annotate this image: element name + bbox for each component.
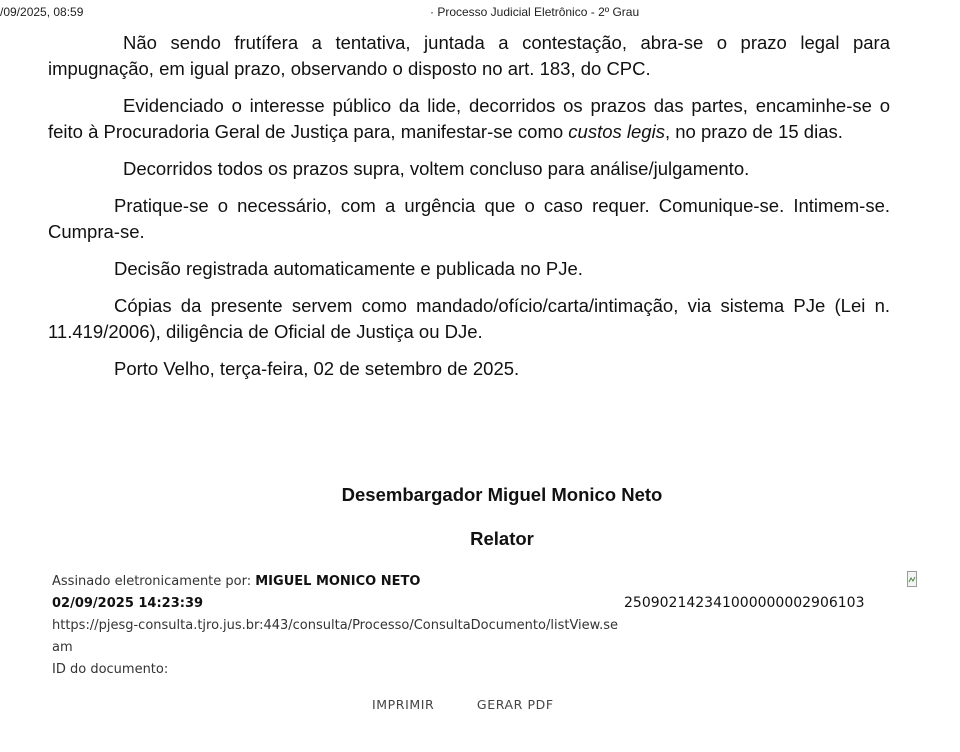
document-url[interactable]: https://pjesg-consulta.tjro.jus.br:443/consulta/Processo/ConsultaDocumento/listView.seam	[52, 618, 619, 655]
signed-name: MIGUEL MONICO NETO	[255, 574, 421, 589]
page-header-title: · Processo Judicial Eletrônico - 2º Grau	[430, 5, 640, 19]
paragraph-procuradoria: Evidenciado o interesse público da lide, decorridos os prazos das partes, encaminhe-se o feito à Procuradoria Geral de Justiça para, manifestar-se como custos legis, no prazo de 15 dias.	[48, 95, 890, 142]
custos-legis-italic: custos legis	[568, 121, 665, 142]
signer-role: Relator	[470, 528, 534, 549]
document-body	[48, 30, 890, 393]
paragraph-prazos: Decorridos todos os prazos supra, voltem concluso para análise/julgamento.	[123, 158, 750, 179]
paragraph-local-data: Porto Velho, terça-feira, 02 de setembro de 2025.	[114, 358, 520, 379]
signer-name: Desembargador Miguel Monico Neto	[341, 484, 663, 505]
document-id-number: 250902142341000000002906103	[624, 595, 865, 611]
print-timestamp: /09/2025, 08:59	[0, 5, 84, 19]
paragraph-decisao: Decisão registrada automaticamente e publicada no PJe.	[114, 258, 583, 279]
broken-image-icon	[907, 571, 917, 587]
document-actions	[372, 697, 592, 712]
paragraph-copias: Cópias da presente servem como mandado/ofício/carta/intimação, via sistema PJe (Lei n. 11.419/2006), diligência de Oficial de Justiça ou DJe.	[48, 295, 890, 342]
generate-pdf-button[interactable]: GERAR PDF	[476, 697, 554, 712]
signed-label: Assinado eletronicamente por:	[52, 574, 256, 589]
paragraph-impugnacao: Não sendo frutífera a tentativa, juntada a contestação, abra-se o prazo legal para impugnação, em igual prazo, observando o disposto no art. 183, do CPC.	[48, 32, 890, 79]
signed-datetime: 02/09/2025 14:23:39	[52, 596, 204, 611]
document-id-label: ID do documento:	[52, 662, 169, 677]
paragraph-pratique: Pratique-se o necessário, com a urgência que o caso requer. Comunique-se. Intimem-se. Cumpra-se.	[48, 195, 890, 242]
signature-metadata	[52, 571, 632, 681]
print-button[interactable]: IMPRIMIR	[372, 697, 435, 712]
